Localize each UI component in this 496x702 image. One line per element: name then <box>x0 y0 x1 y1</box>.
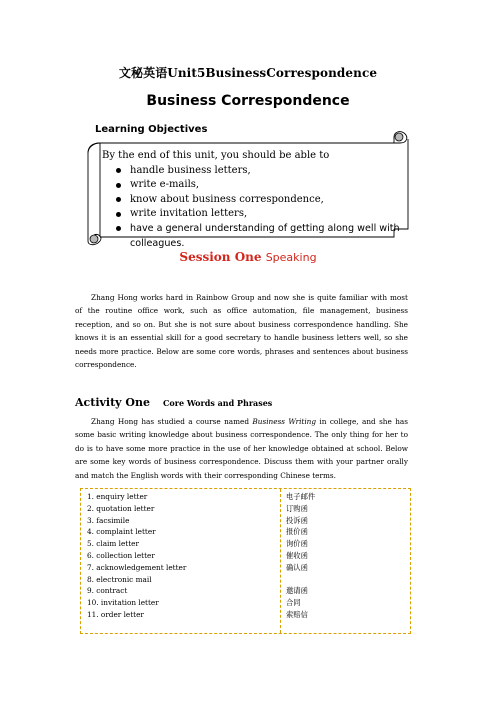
activity-paragraph: Zhang Hong has studied a course named Business Writing in college, and she has some basic writing knowledge about business correspondence. The only thing for her to do is to have some more practice in the use of her knowledge obtained at school. Below are some key words of business correspondence. Discuss them with your partner orally and match the English words with their corresponding Chinese terms. <box>75 417 408 480</box>
chinese-term: 报价函 <box>286 527 308 537</box>
objective-item: know about business correspondence, <box>102 193 408 208</box>
chinese-term: 询价函 <box>286 539 308 549</box>
activity-title: Activity One <box>75 396 150 409</box>
objectives-intro: By the end of this unit, you should be able to <box>102 150 330 161</box>
objective-item: write invitation letters, <box>102 207 408 222</box>
learning-objectives-box <box>102 149 408 251</box>
english-term: 1. enquiry letter <box>87 492 148 501</box>
chinese-term: 确认函 <box>286 562 308 572</box>
objectives-list <box>102 164 408 252</box>
english-term: 3. facsimile <box>87 515 130 525</box>
english-terms-column <box>87 491 186 621</box>
document-title: 文秘英语Unit5BusinessCorrespondence <box>118 66 378 80</box>
chinese-term: 合同 <box>286 598 301 608</box>
english-term: 6. collection letter <box>87 550 155 560</box>
activity-heading <box>75 391 272 410</box>
objective-item: handle business letters, <box>102 164 408 179</box>
objective-item: write e-mails, <box>102 178 408 193</box>
english-term: 5. claim letter <box>87 539 139 549</box>
chinese-term: 催收函 <box>286 550 308 560</box>
learning-objectives-heading: Learning Objectives <box>95 124 208 135</box>
chinese-term: 邀请函 <box>286 586 308 596</box>
english-term: 4. complaint letter <box>87 527 156 537</box>
intro-paragraph: Zhang Hong works hard in Rainbow Group and now she is quite familiar with most of the routine office work, such as office automation, file management, business reception, and so on. But she is not sure about business correspondence handling. She knows it is an essential skill for a good secretary to handle business letters well, so she needs more practice. Below are some core words, phrases and sentences about business correspondence. <box>75 293 408 370</box>
session-title: Session One <box>179 250 262 264</box>
activity-subtitle: Core Words and Phrases <box>163 398 273 408</box>
session-heading <box>0 250 496 264</box>
document-subtitle: Business Correspondence <box>146 93 350 109</box>
english-term: 7. acknowledgement letter <box>87 562 187 572</box>
chinese-term: 投诉函 <box>286 515 308 525</box>
english-term: 9. contract <box>87 586 128 596</box>
english-term: 10. invitation letter <box>87 598 159 608</box>
english-term: 11. order letter <box>87 609 144 619</box>
table-divider <box>280 489 281 633</box>
objective-item: have a general understanding of getting along well with colleagues. <box>102 222 408 251</box>
terms-table <box>80 488 411 634</box>
english-term: 8. electronic mail <box>87 574 152 584</box>
chinese-terms-column <box>286 491 315 621</box>
session-subtitle: Speaking <box>265 251 317 264</box>
chinese-term: 索赔信 <box>286 609 308 619</box>
english-term: 2. quotation letter <box>87 503 155 513</box>
chinese-term: 订购函 <box>286 503 308 513</box>
chinese-term <box>286 574 315 586</box>
course-name: Business Writing <box>252 417 317 426</box>
chinese-term: 电子邮件 <box>286 492 316 501</box>
